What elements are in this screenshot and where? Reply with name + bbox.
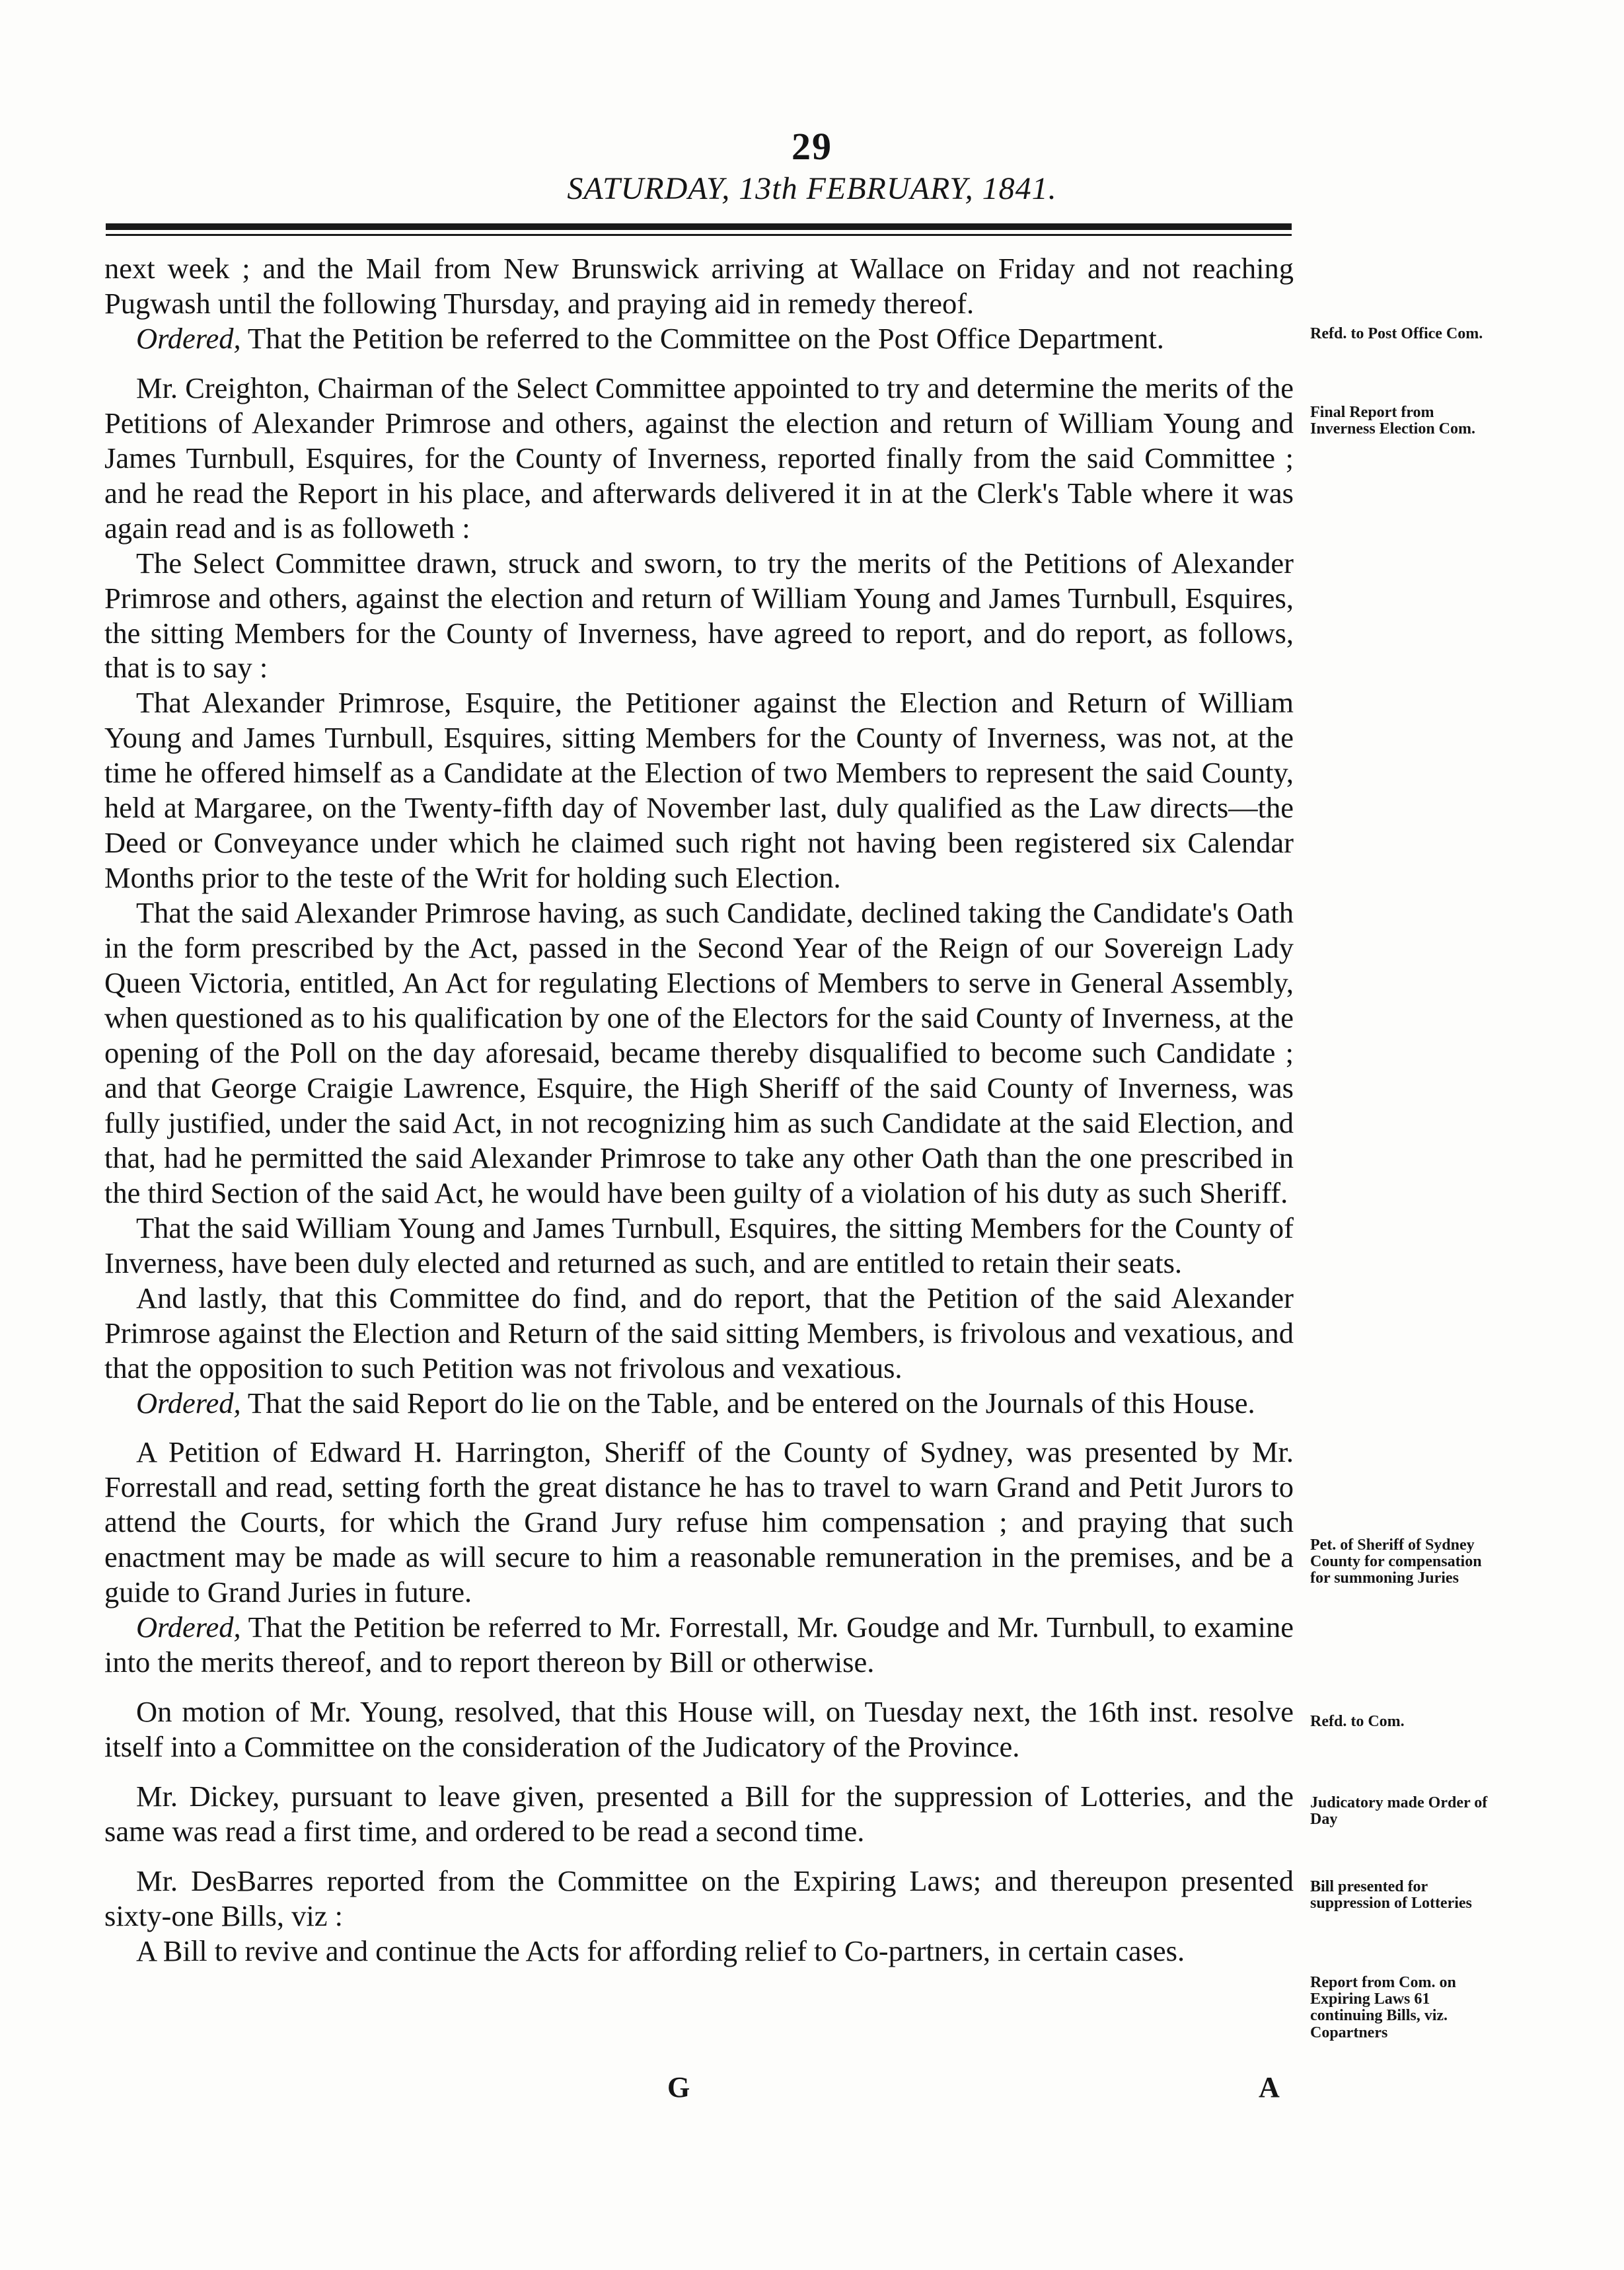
- journal-body: [104, 251, 1294, 1969]
- page-date-heading: SATURDAY, 13th FEBRUARY, 1841.: [567, 171, 1057, 206]
- ordered-label: Ordered,: [136, 1610, 241, 1644]
- margin-note-inverness-report: Final Report from Inverness Election Com.: [1310, 404, 1475, 438]
- margin-note-sheriff-petition: Pet. of Sheriff of Sydney County for compensation for summoning Juries: [1310, 1536, 1482, 1587]
- margin-note-refd-com: Refd. to Com.: [1310, 1713, 1405, 1730]
- paragraph-harrington-petition: A Petition of Edward H. Harrington, Sheriff of the County of Sydney, was presented by Mr. Forrestall and read, setting forth the great distance he has to travel to warn Grand and Petit Jurors to attend the Courts, for which the Grand Jury refuse him compensation ; and praying that such enactment may be made as will secure to him a reasonable remuneration in the premises, and be a guide to Grand Juries in future.: [104, 1435, 1294, 1609]
- paragraph-expiring-laws: Mr. DesBarres reported from the Committee on the Expiring Laws; and thereupon presented sixty-one Bills, viz :: [104, 1864, 1294, 1932]
- margin-note-expiring-laws: Report from Com. on Expiring Laws 61 continuing Bills, viz. Copartners: [1310, 1974, 1456, 2041]
- paragraph-members-elected: That the said William Young and James Turnbull, Esquires, the sitting Members for the County of Inverness, have been duly elected and returned as such, and are entitled to retain their seats.: [104, 1211, 1294, 1279]
- page-number: 29: [792, 125, 832, 168]
- paragraph-frivolous-vexatious: And lastly, that this Committee do find, and do report, that the Petition of the said Alexander Primrose against the Election and Return of the said sitting Members, is frivolous and vexatious, and that the opposition to such Petition was not frivolous and vexatious.: [104, 1281, 1294, 1384]
- signature-mark: G: [667, 2071, 690, 2103]
- paragraph-creighton-report: Mr. Creighton, Chairman of the Select Committee appointed to try and determine the merits of the Petitions of Alexander Primrose and others, against the election and return of William Young and James Turnbull, Esquires, for the County of Inverness, reported finally from the said Committee ; and he read the Report in his place, and afterwards delivered it in at the Clerk's Table where it was again read and is as followeth :: [104, 371, 1294, 545]
- paragraph-order-post-office: [104, 321, 1294, 356]
- paragraph-select-committee: The Select Committee drawn, struck and sworn, to try the merits of the Petitions of Alexander Primrose and others, against the election and return of William Young and James Turnbull, Esquires, the sitting Members for the County of Inverness, have agreed to report, and do report, as follows, that is to say :: [104, 546, 1294, 685]
- paragraph-order-report: [104, 1386, 1294, 1421]
- paragraph-text: That the said Report do lie on the Table, and be entered on the Journals of this House.: [240, 1386, 1255, 1419]
- header-rule-thick: [106, 223, 1292, 230]
- catchword: A: [1259, 2071, 1280, 2103]
- paragraph-order-forrestall: [104, 1610, 1294, 1680]
- paragraph-text: That the Petition be referred to the Committee on the Post Office Department.: [240, 321, 1164, 355]
- paragraph-text: That the Petition be referred to Mr. Forrestall, Mr. Goudge and Mr. Turnbull, to examine into the merits thereof, and to report thereon by Bill or otherwise.: [104, 1610, 1294, 1679]
- margin-note-post-office: Refd. to Post Office Com.: [1310, 325, 1483, 342]
- margin-note-judicatory: Judicatory made Order of Day: [1310, 1794, 1488, 1829]
- paragraph-primrose-qualification: That Alexander Primrose, Esquire, the Petitioner against the Election and Return of William Young and James Turnbull, Esquires, sitting Members for the County of Inverness, was not, at the time he offered himself as a Candidate at the Election of two Members to represent the said County, held at Margaree, on the Twenty-fifth day of November last, duly qualified as the Law directs—the Deed or Conveyance under which he claimed such right not having been registered six Calendar Months prior to the teste of the Writ for holding such Election.: [104, 686, 1294, 895]
- header-rule-thin: [106, 234, 1292, 236]
- margin-note-lotteries: Bill presented for suppression of Lotteries: [1310, 1878, 1472, 1912]
- paragraph-candidates-oath: That the said Alexander Primrose having, as such Candidate, declined taking the Candidate's Oath in the form prescribed by the Act, passed in the Second Year of the Reign of our Sovereign Lady Queen Victoria, entitled, An Act for regulating Elections of Members to serve in General Assembly, when questioned as to his qualification by one of the Electors for the said County of Inverness, at the opening of the Poll on the day aforesaid, became thereby disqualified to become such Candidate ; and that George Craigie Lawrence, Esquire, the High Sheriff of the said County of Inverness, was fully justified, under the said Act, in not recognizing him as such Candidate at the said Election, and that, had he permitted the said Alexander Primrose to take any other Oath than the one prescribed in the third Section of the said Act, he would have been guilty of a violation of his duty as such Sheriff.: [104, 896, 1294, 1209]
- paragraph-lotteries-bill: Mr. Dickey, pursuant to leave given, presented a Bill for the suppression of Lotteries, and the same was read a first time, and ordered to be read a second time.: [104, 1780, 1294, 1848]
- paragraph-copartners-bill: A Bill to revive and continue the Acts for affording relief to Co-partners, in certain cases.: [136, 1934, 1185, 1967]
- paragraph-continuation: next week ; and the Mail from New Brunswick arriving at Wallace on Friday and not reaching Pugwash until the following Thursday, and praying aid in remedy thereof.: [104, 252, 1294, 320]
- paragraph-judicatory-motion: On motion of Mr. Young, resolved, that this House will, on Tuesday next, the 16th inst. resolve itself into a Committee on the consideration of the Judicatory of the Province.: [104, 1695, 1294, 1764]
- ordered-label: Ordered,: [136, 321, 241, 355]
- ordered-label: Ordered,: [136, 1386, 241, 1419]
